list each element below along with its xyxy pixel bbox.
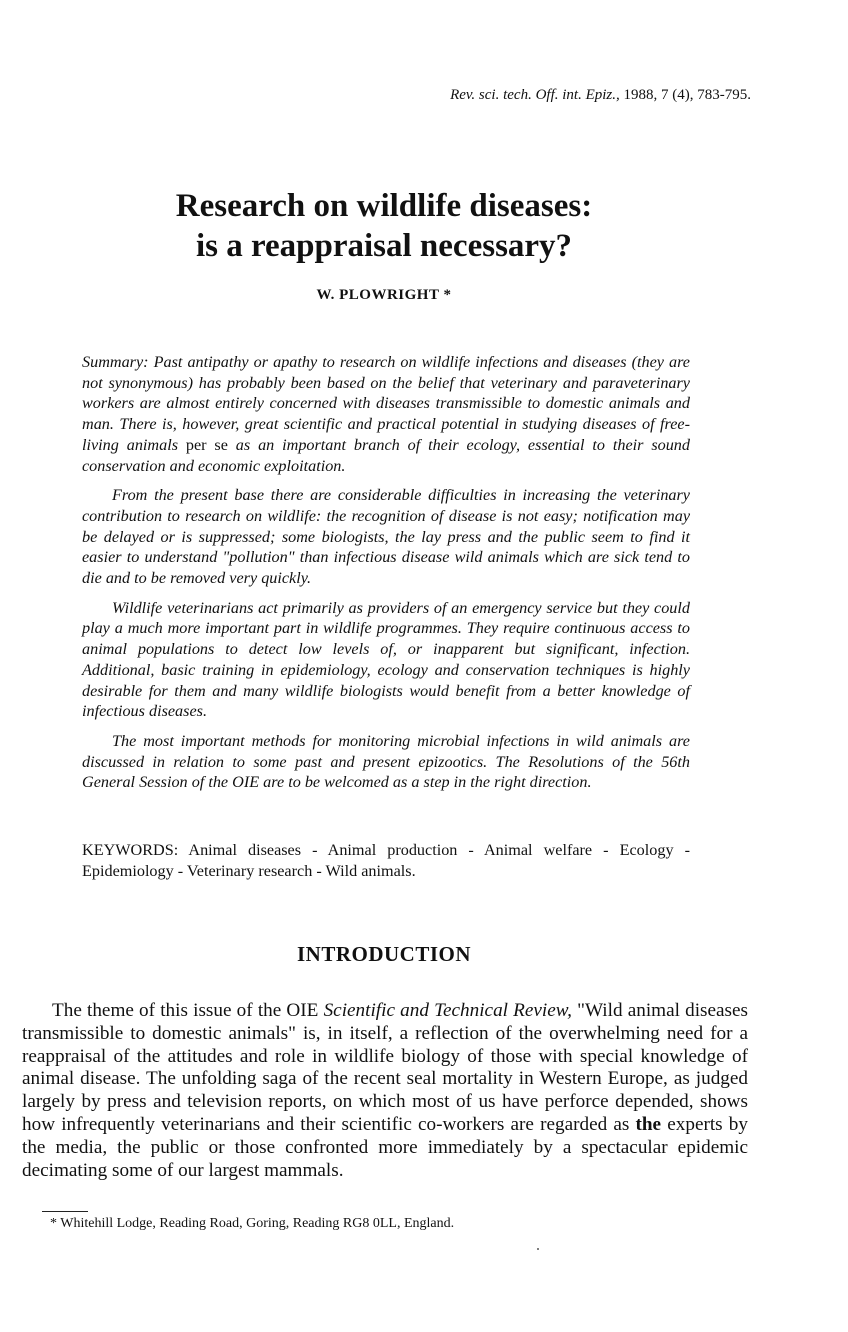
intro-text-b: "Wild animal diseases transmissible to domestic animals" is, in itself, a reflection of the overwhelming need for a reappraisal of the attitudes and role in wildlife biology of those with special knowledge of animal disease. The unfolding saga of the recent seal mortality in Western Europe, as judged largely by press and television reports, on which most of us have perforce depended, shows how infrequently veterinarians and their scientific co-workers are regarded as	[22, 1000, 748, 1135]
journal-abbreviation: Rev. sci. tech. Off. int. Epiz.,	[450, 87, 620, 103]
intro-text-a: The theme of this issue of the OIE	[52, 1000, 324, 1021]
abstract-paragraph-3: Wildlife veterinarians act primarily as providers of an emergency service but they could play a much more important part in wildlife programmes. They require continuous access to animal populations to detect low levels of, or inapparent but significant, infection. Additional, basic training in epidemiology, ecology and conservation techniques is highly desirable for them and many wildlife biologists would benefit from a better knowledge of infectious diseases.	[82, 598, 690, 721]
keywords: KEYWORDS: Animal diseases - Animal production - Animal welfare - Ecology - Epidemiology - Veterinary research - Wild animals.	[82, 841, 690, 880]
summary-label: Summary:	[82, 353, 149, 371]
intro-text-c: experts by the media, the public or those confronted more immediately by a spectacular epidemic decimating some of our largest mammals.	[22, 1113, 748, 1181]
author-name: W. PLOWRIGHT *	[316, 287, 452, 303]
abstract-p1-text-b: as an important branch of their ecology, essential to their sound conservation and economic exploitation.	[82, 435, 690, 475]
abstract-p1-per-se: per se	[185, 435, 228, 454]
abstract	[82, 352, 690, 802]
title-line-2: is a reappraisal necessary?	[195, 228, 573, 264]
abstract-paragraph-4: The most important methods for monitoring microbial infections in wild animals are discussed in relation to some past and present epizootics. The Resolutions of the 56th General Session of the OIE are to be welcomed as a step in the right direction.	[82, 731, 690, 792]
introduction-paragraph	[22, 1000, 748, 1182]
intro-emphasis: the	[635, 1113, 662, 1135]
article-title	[100, 186, 668, 266]
footnote-divider	[42, 1211, 88, 1212]
scan-speck	[537, 1248, 539, 1250]
author-address-footnote: * Whitehill Lodge, Reading Road, Goring, Reading RG8 0LL, England.	[50, 1216, 455, 1231]
abstract-paragraph-2: From the present base there are considerable difficulties in increasing the veterinary contribution to research on wildlife: the recognition of disease is not easy; notification may be delayed or is suppressed; some biologists, the lay press and the public seem to find it easier to understand "pollution" than infectious disease wild animals which are sick tend to die and to be removed very quickly.	[82, 486, 690, 588]
abstract-paragraph-1	[82, 352, 690, 476]
citation-details: 1988, 7 (4), 783-795.	[619, 87, 751, 103]
abstract-p1-text-a: Past antipathy or apathy to research on wildlife infections and diseases (they are not synonymous) has probably been based on the belief that veterinary and paraveterinary workers are almost entirely concerned with diseases transmissible to domestic animals and man. There is, however, great scientific and practical potential in studying diseases of free-living animals	[82, 353, 690, 454]
section-heading-introduction: INTRODUCTION	[296, 942, 472, 966]
journal-citation	[450, 87, 751, 104]
title-line-1: Research on wildlife diseases:	[175, 188, 593, 224]
intro-journal-name: Scientific and Technical Review,	[323, 1000, 572, 1021]
